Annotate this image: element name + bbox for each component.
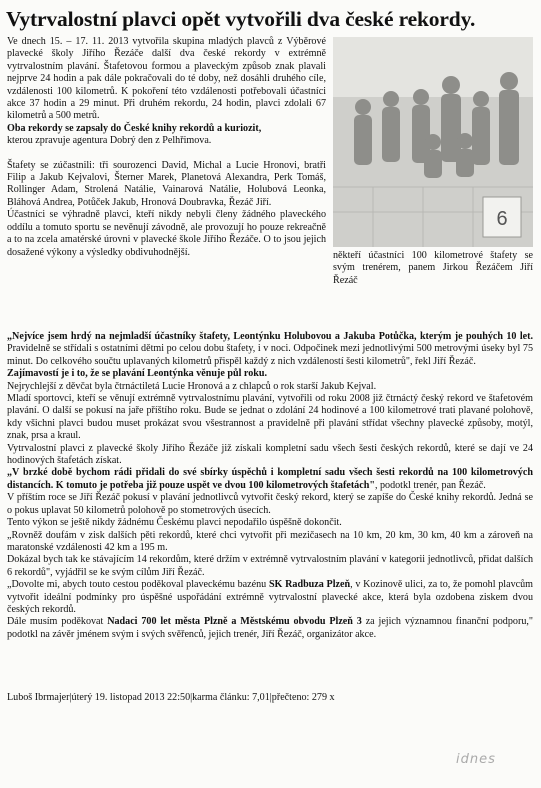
article-intro: Ve dnech 15. – 17. 11. 2013 vytvořila skupina mladých plavců z Výběrové plavecké školy Jiřího Řezáče další dva české rekordy v extrémně vytrvalostním plavání. Štafetovou formou a plaveckým způsob znak plavali nejprve 24 hodin a pak dále pokračovali do té doby, než dosáhli druhého cíle, vzdálenosti 100 kilometrů. K pokoření této vzdálenosti potřebovali účastníci akce 37 hodin a 29 minut. Při druhém rekordu, 24 hodin, plavci zdolali 67 kilometrů a 500 metrů. — [7, 36, 326, 122]
records-text: kterou zpravuje agentura Dobrý den z Pelhřimova. — [7, 135, 212, 147]
nobody-paragraph: Tento výkon se ještě nikdy žádnému Českému plavci nepodařilo úspěšně dokončit. — [7, 517, 342, 529]
thanks-sponsor-a: Dále musím poděkovat — [7, 616, 108, 628]
article-title: Vytrvalostní plavci opět vytvořili dva české rekordy. — [6, 7, 476, 31]
records-goal-paragraph: Dokázal bych tak ke stávajícím 14 rekordům, které držím v extrémně vytrvalostním plavání v kategorii jednotlivců, přidat dalších 6 rekordů", vyjádřil se ke svým cílům Jiří Řezáč. — [7, 554, 533, 578]
participants-paragraph: Štafety se zúčastnili: tři sourozenci David, Michal a Lucie Hronovi, bratři Filip a Jakub Kejvalovi, Šterner Marek, Planetová Alexandra, Perk Tomáš, Rollinger Adam, Strolená Natálie, Vainarová Natálie, Holubová Leonka, Bláhová Andrea, Potůček Jakub, Hronová Doubravka, Řezáč Jiří. — [7, 159, 326, 208]
swimmers-photo-graphic — [333, 37, 533, 247]
hope-paragraph: „Rovněž doufám v zisk dalších pěti rekordů, které chci vytvořit při mezičasech na 10 km, 20 km, 30 km, 40 km a zároveň na maratonské vzdálenosti 42 km a 195 m. — [7, 529, 533, 553]
next-year-paragraph: V příštím roce se Jiří Řezáč pokusí v plavání jednotlivců vytvořit český rekord, který se zapíše do České knihy rekordů. Jedná se o pokus uplavat 50 kilometrů polohově po stometrových úsecích. — [7, 492, 533, 516]
school-paragraph: Účastníci se výhradně plavci, kteří nikdy nebyli členy žádného plaveckého oddílu a tomuto sportu se nevěnují závodně, ale provozují ho pouze rekreačně a to na zcela amatérské úrovni v plavecké škole Jiřího Řezáče. O to jsou jejich dosažené výkony a výsledky obdivuhodnější. — [7, 209, 326, 258]
thanks-pool-b: , v Kozinově ulici, za to, že pomohl plavcům vytvořit ideální podmínky pro úspěšné uspořádání extrémně vytrvalostní plavecké akce, která byla ozdobena ziskem dvou českých rekordů. — [7, 579, 533, 615]
thanks-sponsor-paragraph — [7, 616, 533, 641]
photo-caption: někteří účastníci 100 kilometrové štafety se svým trenérem, panem Jirkou Řezáčem Jiří Řezáč — [333, 250, 533, 286]
thanks-pool-paragraph — [7, 579, 533, 616]
thanks-sponsor-b: za jejich významnou finanční podporu," podotkl na závěr jménem svým i svých svěřenců, jejich trenér, Jiří Řezáč, organizátor akce. — [7, 616, 534, 640]
leontynka-heading: Zajímavostí je i to, že se plavání Leontýnka věnuje půl roku. — [7, 368, 268, 380]
quote-youngest-rest: Pravidelně se střídali s ostatními dětmi po celou dobu štafety, i v noci. Odpočinek mezi jednotlivými 500 metrovými úseky byl 75 minut. Do celkového součtu uplavaných kilometrů přispěl každý z nich vzdáleností šesti kilometrů", řekl Jiří Řezáč. — [7, 343, 533, 367]
quote-future-bold: „V brzké době bychom rádi přidali do své sbírky úspěchů i kompletní sadu všech šesti rekordů na 100 kilometrových distancích. K tomuto je potřeba již pouze uspět ve dvou 100 kilometrových štafetách" — [7, 467, 533, 491]
quote-youngest — [7, 331, 533, 368]
quote-future — [7, 467, 533, 492]
complete-set-paragraph: Vytrvalostní plavci z plavecké školy Jiřího Řezáče již získali kompletní sadu všech šesti českých rekordů, které se dají ve 24 hodinových štafetách získat. — [7, 442, 533, 467]
svg-text:6: 6 — [496, 208, 508, 230]
thanks-pool-a: „Dovolte mi, abych touto cestou poděkoval plaveckému bazénu — [7, 579, 269, 591]
pool-name: SK Radbuza Plzeň — [268, 579, 351, 591]
article-footer: Luboš Ibrmajer|úterý 19. listopad 2013 22:50|karma článku: 7,01|přečteno: 279 x — [7, 692, 335, 703]
article-column-left — [7, 36, 326, 259]
quote-future-rest: , podotkl trenér, pan Řezáč. — [374, 479, 486, 491]
quote-youngest-bold: „Nejvíce jsem hrdý na nejmladší účastníky štafety, Leontýnku Holubovou a Jakuba Potůčka, kterým je pouhých 10 let. — [7, 331, 533, 342]
swimmers-photo — [333, 37, 533, 247]
article-column-full — [7, 331, 533, 641]
history-paragraph: Mladí sportovci, kteří se věnují extrémně vytrvalostnímu plavání, vytvořili od roku 2008 již čtrnáctý český rekord ve štafetovém plavání. O další se pokusí na jaře příštího roku. Bude se jednat o zdolání 24 hodinové a 100 kilometrové trati plavané polohově, kdy všichni plavci budou muset prokázat svou všestrannost a pravidelně při plavání střídat všechny plavecké způsoby, motýl, znak, prsa a kraul. — [7, 393, 533, 442]
sponsor-name: Nadaci 700 let města Plzně a Městskému obvodu Plzeň 3 — [107, 616, 362, 628]
fastest-paragraph: Nejrychlejší z děvčat byla čtrnáctiletá Lucie Hronová a z chlapců o rok starší Jakub Kejval. — [7, 380, 377, 392]
idnes-watermark: idnes — [456, 752, 496, 767]
records-heading: Oba rekordy se zapsaly do České knihy rekordů a kuriozit, — [7, 122, 262, 134]
